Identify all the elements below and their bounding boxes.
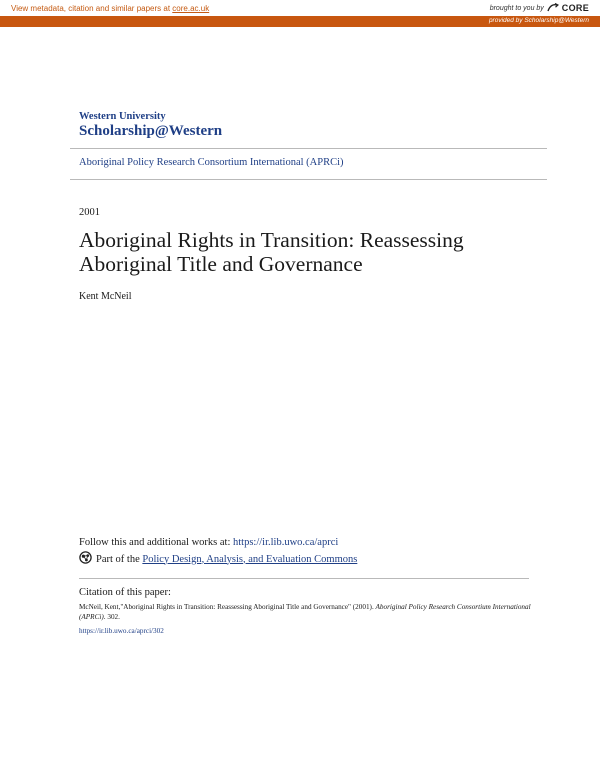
core-brand — [490, 3, 589, 13]
core-link-prefix: View metadata, citation and similar papers at — [11, 4, 173, 13]
divider-top — [70, 148, 547, 149]
repository-header — [79, 111, 222, 140]
core-arrow-icon — [547, 3, 559, 13]
brought-to-you-label: brought to you by — [489, 4, 544, 12]
divider-citation — [79, 578, 529, 579]
citation-heading: Citation of this paper: — [79, 587, 171, 598]
follow-line — [79, 537, 338, 548]
commons-network-icon — [79, 551, 92, 567]
core-logo[interactable]: CORE — [561, 3, 589, 13]
core-ac-uk-link[interactable]: core.ac.uk — [172, 4, 210, 13]
university-name: Western University — [79, 111, 166, 122]
citation-suffix: . 302. — [103, 613, 120, 621]
paper-title: Aboriginal Rights in Transition: Reassessing Aboriginal Title and Governance — [79, 228, 464, 276]
core-provider-bar — [0, 16, 600, 27]
citation-main: McNeil, Kent,"Aboriginal Rights in Transition: Reassessing Aboriginal Title and Governance" (2001). — [79, 603, 376, 611]
core-banner — [0, 0, 600, 16]
follow-label: Follow this and additional works at: — [79, 537, 233, 548]
citation-text — [79, 602, 534, 622]
part-of-line — [79, 551, 357, 567]
core-metadata-link — [11, 4, 209, 13]
repository-name: Scholarship@Western — [79, 123, 223, 139]
citation-source: Aboriginal Policy Research Consortium International (APRCi) — [79, 603, 531, 621]
part-of-label: Part of the — [96, 553, 143, 565]
divider-collection — [70, 179, 547, 180]
commons-link[interactable]: Policy Design, Analysis, and Evaluation Commons — [142, 553, 358, 565]
collection-link[interactable]: Aboriginal Policy Research Consortium International (APRCi) — [79, 157, 344, 168]
provided-by-label: provided by Scholarship@Western — [488, 17, 589, 24]
paper-author: Kent McNeil — [79, 291, 132, 302]
publication-year: 2001 — [79, 207, 100, 218]
citation-url-link[interactable]: https://ir.lib.uwo.ca/aprci/302 — [79, 627, 164, 635]
follow-url-link[interactable]: https://ir.lib.uwo.ca/aprci — [233, 537, 339, 548]
